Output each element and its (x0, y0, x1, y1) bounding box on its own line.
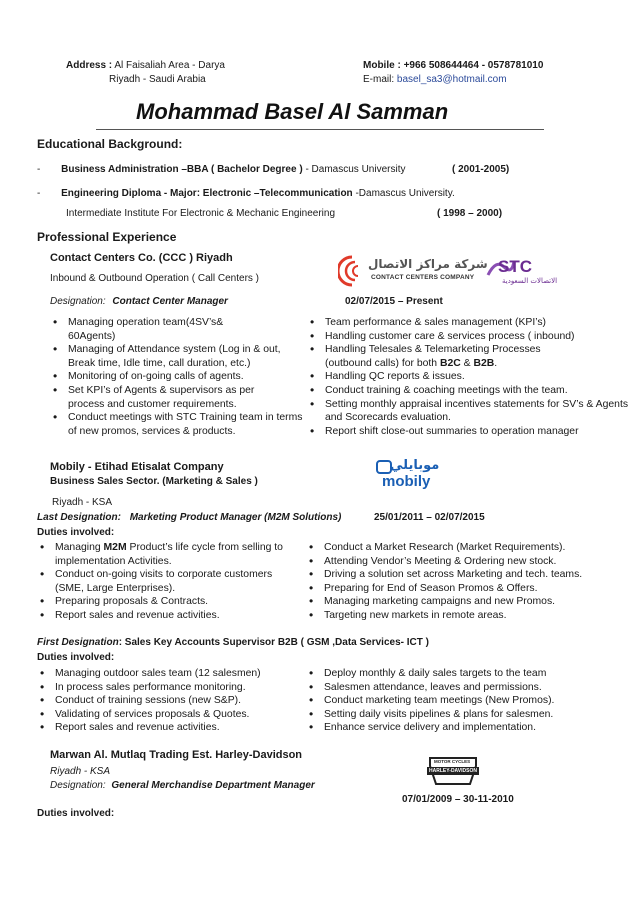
mobily-location: Riyadh - KSA (52, 497, 113, 508)
designation-title: Contact Center Manager (112, 296, 228, 307)
list-item: • Managing operation team(4SV’s& 60Agents) (49, 316, 268, 343)
ccc-logo (338, 253, 488, 289)
list-item: • Enhance service delivery and implementation. (305, 721, 625, 735)
mobily-duties-left (36, 541, 296, 623)
list-item: • Validating of services proposals & Quotes. (36, 708, 306, 722)
list-item: • Managing marketing campaigns and new Promos. (305, 595, 625, 609)
ccc-duties-right (306, 316, 629, 438)
list-item: • Handling QC reports & issues. (306, 370, 626, 384)
candidate-name: Mohammad Basel Al Samman (136, 99, 449, 124)
education-school: - Damascus University (305, 164, 406, 175)
mobily-first-designation (37, 637, 429, 649)
dash: - (37, 188, 41, 199)
first-designation-label: First Designation (37, 637, 119, 648)
education-degree: Business Administration –BBA ( Bachelor Degree ) (61, 164, 303, 175)
education-item-2 (37, 188, 455, 200)
list-item: • Managing of Attendance system (Log in & out, Break time, Idle time, call duration, etc.) (49, 343, 293, 370)
address-block (66, 60, 225, 72)
list-item: • Monitoring of on-going calls of agents. (49, 370, 299, 384)
mobily-duties-right-2 (305, 667, 625, 735)
ccc-subtitle: Inbound & Outbound Operation ( Call Centers ) (50, 273, 260, 284)
list-item: • Report shift close-out summaries to operation manager (306, 425, 626, 439)
mobily-chat-icon (376, 460, 392, 474)
stc-logo-arabic: الاتصالات السعودية (502, 277, 558, 285)
mobile-block (363, 60, 543, 72)
mobily-duties-heading: Duties involved: (37, 527, 115, 538)
stc-logo (484, 255, 560, 289)
mobily-duties-heading-2: Duties involved: (37, 652, 115, 663)
mobily-duties-right (305, 541, 625, 623)
address-line1: Al Faisaliah Area - Darya (114, 60, 225, 71)
mobily-company: Mobily - Etihad Etisalat Company (50, 461, 224, 473)
list-item: • Preparing for End of Season Promos & Offers. (305, 582, 625, 596)
stc-logo-text: STC (498, 257, 532, 276)
mobile-number: +966 508644464 - 0578781010 (403, 60, 544, 71)
email-label: E-mail: (363, 74, 395, 85)
list-item: • Conduct of training sessions (new S&P). (36, 694, 306, 708)
first-designation-title: : Sales Key Accounts Supervisor B2B ( GSM ,Data Services- ICT ) (118, 637, 429, 648)
designation-title: General Merchandise Department Manager (111, 780, 315, 791)
last-designation-label: Last Designation: (37, 512, 121, 523)
list-item: • Driving a solution set across Marketing and tech. teams. (305, 568, 625, 582)
name-underline (96, 129, 544, 130)
list-item: • Managing outdoor sales team (12 salesmen) (36, 667, 306, 681)
list-item: • Set KPI’s of Agents & supervisors as per process and customer requirements. (49, 384, 293, 411)
ccc-company: Contact Centers Co. (CCC ) Riyadh (50, 252, 233, 264)
education-major: - Major: Electronic –Telecommunication (161, 188, 353, 199)
email-block (363, 74, 507, 86)
list-item: • Conduct marketing team meetings (New Promos). (305, 694, 625, 708)
list-item: • Report sales and revenue activities. (36, 721, 306, 735)
list-item: • Conduct on-going visits to corporate customers (SME, Large Enterprises). (36, 568, 275, 595)
harley-davidson-logo (426, 756, 480, 786)
list-item: • Team performance & sales management (KPI’s) (306, 316, 626, 330)
mobily-logo (374, 458, 438, 492)
designation-label: Designation: (50, 780, 106, 791)
ccc-designation (50, 296, 228, 308)
marwan-company: Marwan Al. Mutlaq Trading Est. Harley-Davidson (50, 749, 303, 761)
list-item: • Salesmen attendance, leaves and permissions. (305, 681, 625, 695)
mobile-label: Mobile : (363, 60, 401, 71)
ccc-logo-arabic: شركة مراكز الاتصال (368, 257, 488, 271)
list-item: • Handling Telesales & Telemarketing Processes (outbound calls) for both B2C & B2B. (306, 343, 585, 370)
email-link[interactable]: basel_sa3@hotmail.com (396, 74, 507, 85)
mobily-logo-arabic: موبايلي (390, 458, 440, 473)
list-item: • Conduct a Market Research (Market Requirements). (305, 541, 625, 555)
list-item: • Deploy monthly & daily sales targets to the team (305, 667, 625, 681)
experience-heading: Professional Experience (37, 230, 177, 244)
list-item: • Conduct training & coaching meetings with the team. (306, 384, 626, 398)
designation-label: Designation: (50, 296, 106, 307)
address-line2: Riyadh - Saudi Arabia (109, 74, 206, 85)
education-dates-2: ( 1998 – 2000) (437, 208, 503, 219)
marwan-dates: 07/01/2009 – 30-11-2010 (402, 794, 514, 805)
list-item: • Setting daily visits pipelines & plans for salesmen. (305, 708, 625, 722)
list-item: • In process sales performance monitoring. (36, 681, 306, 695)
harley-logo-bottom: MOTOR CYCLES (434, 759, 471, 764)
education-item-1 (37, 164, 405, 176)
list-item: • Attending Vendor’s Meeting & Ordering new stock. (305, 555, 625, 569)
address-label: Address : (66, 60, 113, 71)
last-designation-title: Marketing Product Manager (M2M Solutions) (129, 512, 342, 523)
education-diploma: Engineering Diploma (61, 188, 162, 199)
harley-logo-top: HARLEY-DAVIDSON (429, 768, 477, 774)
marwan-designation (50, 780, 315, 792)
mobily-subtitle: Business Sales Sector. (Marketing & Sales ) (50, 476, 258, 487)
ccc-duties-left (49, 316, 303, 438)
list-item: • Targeting new markets in remote areas. (305, 609, 625, 623)
list-item: • Handling customer care & services process ( inbound) (306, 330, 626, 344)
education-dates-1: ( 2001-2005) (452, 164, 510, 175)
mobily-last-dates: 25/01/2011 – 02/07/2015 (374, 512, 485, 523)
list-item: • Report sales and revenue activities. (36, 609, 296, 623)
education-heading: Educational Background: (37, 137, 183, 151)
marwan-duties-heading: Duties involved: (37, 808, 115, 819)
mobily-last-designation (37, 512, 341, 524)
ccc-dates: 02/07/2015 – Present (345, 296, 443, 307)
dash: - (37, 164, 41, 175)
education-school-2: -Damascus University. (352, 188, 455, 199)
mobily-logo-english: mobily (382, 473, 431, 490)
mobily-duties-left-2 (36, 667, 306, 735)
list-item: • Conduct meetings with STC Training team in terms of new promos, services & products. (49, 411, 308, 438)
marwan-location: Riyadh - KSA (50, 766, 111, 777)
list-item: • Preparing proposals & Contracts. (36, 595, 296, 609)
ccc-logo-english: CONTACT CENTERS COMPANY (371, 274, 475, 281)
list-item: • Setting monthly appraisal incentives statements for SV’s & Agents and Scorecards evaluation. (306, 398, 635, 425)
list-item: • Managing M2M Product’s life cycle from selling to implementation Activities. (36, 541, 285, 568)
education-institute: Intermediate Institute For Electronic & Mechanic Engineering (66, 208, 336, 219)
